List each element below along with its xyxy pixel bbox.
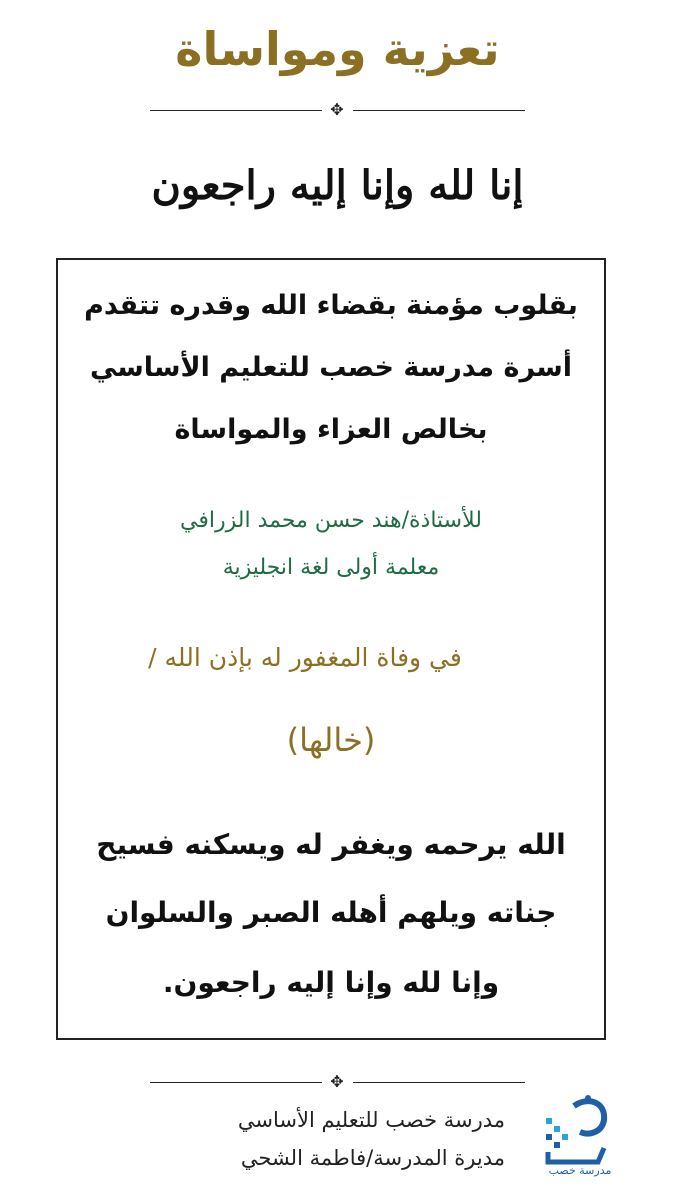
- footer-principal: مديرة المدرسة/فاطمة الشحي: [240, 1146, 505, 1170]
- top-ornament-divider: [150, 100, 525, 119]
- ornament-icon: ✥: [330, 1072, 344, 1091]
- deceased-relation: (خالها): [286, 721, 376, 759]
- intro-line-2: أسرة مدرسة خصب للتعليم الأساسي: [89, 352, 573, 383]
- intro-line-1: بقلوب مؤمنة بقضاء الله وقدره تتقدم: [84, 290, 578, 321]
- school-logo: [540, 1092, 620, 1180]
- prayer-line-2: جناته ويلهم أهله الصبر والسلوان: [105, 896, 557, 929]
- quran-calligraphy: [150, 132, 525, 240]
- prayer-line-1: الله يرحمه ويغفر له ويسكنه فسيح: [96, 828, 566, 861]
- page-title: تعزية ومواساة: [175, 22, 500, 76]
- bottom-ornament-divider: [150, 1072, 525, 1091]
- prayer-line-3: وإنا لله وإنا إليه راجعون.: [162, 966, 500, 999]
- intro-line-3: بخالص العزاء والمواساة: [174, 414, 488, 445]
- calligraphy-text: إنا لله وإنا إليه راجعون: [151, 162, 524, 209]
- footer-school-name: مدرسة خصب للتعليم الأساسي: [237, 1108, 505, 1132]
- deceased-intro: في وفاة المغفور له بإذن الله /: [148, 643, 462, 672]
- logo-caption: مدرسة خصب: [548, 1164, 612, 1177]
- condolence-panel: [56, 258, 606, 1040]
- recipient-name: للأستاذة/هند حسن محمد الزرافي: [180, 508, 482, 533]
- ornament-icon: ✥: [330, 100, 344, 119]
- recipient-role: معلمة أولى لغة انجليزية: [222, 555, 440, 580]
